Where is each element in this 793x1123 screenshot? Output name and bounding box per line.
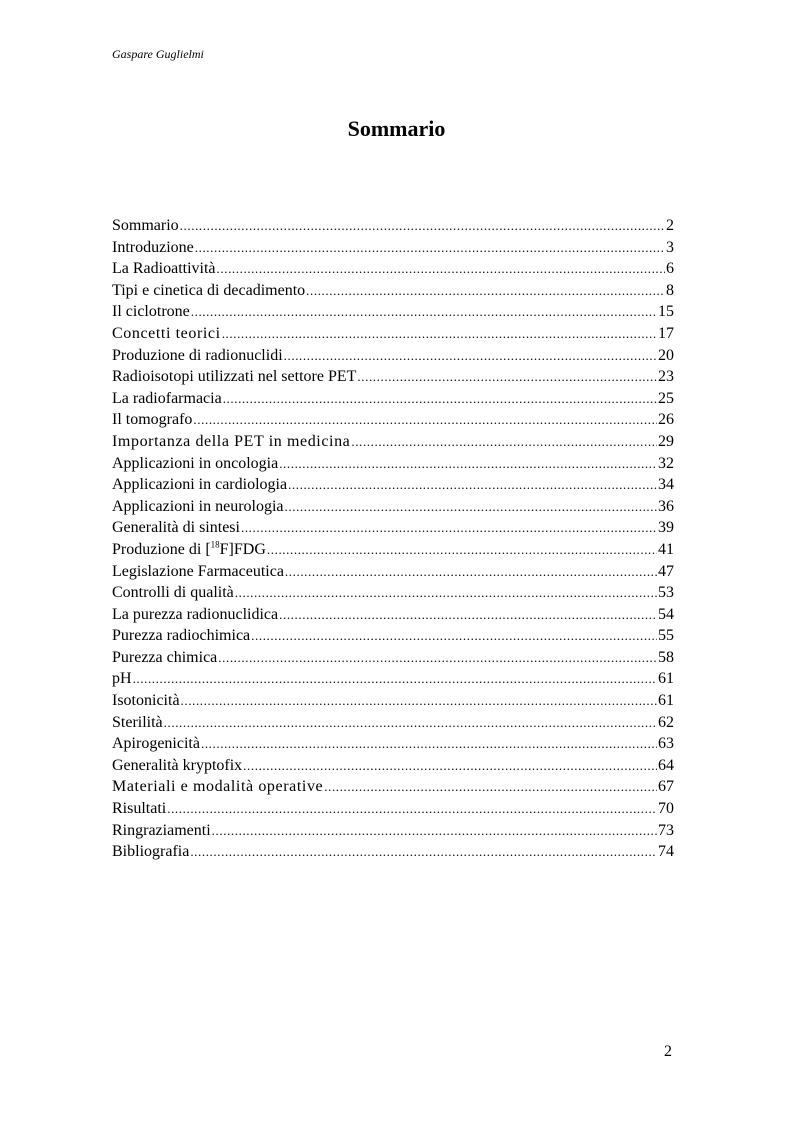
toc-entry-label: Generalità kryptofix [112,756,243,774]
toc-entry-label: Tipi e cinetica di decadimento [112,281,306,299]
toc-entry-label: Isotonicità [112,692,180,710]
toc-leader-dots [324,776,657,798]
toc-entry-purezza-radiochimica[interactable] [112,625,674,647]
toc-entry-oncologia[interactable] [112,453,674,475]
toc-entry-page: 20 [658,346,674,364]
toc-entry-concetti-teorici[interactable] [112,323,674,345]
toc-leader-dots [285,561,657,583]
toc-entry-materiali[interactable] [112,776,674,798]
toc-leader-dots [235,582,657,604]
toc-leader-dots [222,323,657,345]
toc-leader-dots [167,798,657,820]
toc-entry-page: 17 [658,324,674,342]
toc-entry-sommario[interactable] [112,215,674,237]
toc-leader-dots [243,755,657,777]
toc-leader-dots [218,647,657,669]
toc-entry-label: Sommario [112,217,179,234]
toc-leader-dots [279,604,657,626]
toc-entry-kryptofix[interactable] [112,755,674,777]
toc-entry-label: Applicazioni in cardiologia [112,476,288,494]
toc-entry-radiofarmacia[interactable] [112,388,674,410]
toc-entry-introduzione[interactable] [112,237,674,259]
toc-entry-label: Radioisotopi utilizzati nel settore PET [112,368,357,386]
toc-entry-page: 54 [658,605,674,623]
toc-entry-decadimento[interactable] [112,280,674,302]
toc-leader-dots [284,345,657,367]
toc-entry-controlli-qualita[interactable] [112,582,674,604]
toc-entry-purezza-radionuclidica[interactable] [112,604,674,626]
toc-entry-page: 3 [666,238,674,256]
toc-leader-dots [288,474,657,496]
toc-leader-dots [223,388,657,410]
table-of-contents [112,215,674,863]
toc-leader-dots [164,712,657,734]
toc-entry-bibliografia[interactable] [112,841,674,863]
toc-leader-dots [267,539,657,561]
toc-entry-label: Generalità di sintesi [112,519,240,537]
toc-entry-purezza-chimica[interactable] [112,647,674,669]
toc-entry-neurologia[interactable] [112,496,674,518]
toc-entry-page: 64 [658,756,674,774]
toc-entry-importanza-pet[interactable] [112,431,674,453]
toc-entry-ringraziamenti[interactable] [112,820,674,842]
toc-entry-isotonicita[interactable] [112,690,674,712]
toc-entry-label: Risultati [112,800,167,818]
toc-leader-dots [201,733,657,755]
toc-entry-label: Ringraziamenti [112,821,211,839]
toc-entry-produzione-fdg[interactable] [112,539,674,561]
toc-entry-radioisotopi-pet[interactable] [112,366,674,388]
toc-leader-dots [195,237,665,259]
toc-entry-page: 15 [658,303,674,321]
toc-entry-page: 36 [658,497,674,515]
toc-leader-dots [285,496,657,518]
toc-entry-risultati[interactable] [112,798,674,820]
toc-leader-dots [212,820,657,842]
toc-entry-label: Introduzione [112,238,194,256]
toc-leader-dots [193,409,657,431]
toc-entry-label: Materiali e modalità operative [112,778,324,796]
toc-leader-dots [217,258,665,280]
toc-entry-page: 6 [666,260,674,278]
toc-entry-page: 26 [658,411,674,429]
toc-leader-dots [279,453,657,475]
toc-entry-page: 73 [658,821,674,839]
toc-entry-label: Bibliografia [112,843,190,861]
toc-leader-dots [306,280,665,302]
toc-leader-dots [357,366,657,388]
toc-entry-page: 32 [658,454,674,472]
toc-entry-label: Produzione di radionuclidi [112,346,283,364]
toc-entry-label: Purezza radiochimica [112,627,251,645]
isotope-mass-number: 18 [210,539,220,550]
toc-entry-cardiologia[interactable] [112,474,674,496]
toc-entry-label: Purezza chimica [112,648,218,666]
toc-leader-dots [181,690,657,712]
toc-leader-dots [133,668,657,690]
toc-entry-label: Applicazioni in oncologia [112,454,279,472]
toc-entry-page: 39 [658,519,674,537]
toc-leader-dots [180,215,665,237]
toc-entry-label: La purezza radionuclidica [112,605,279,623]
toc-entry-label [112,539,266,561]
toc-entry-label: La Radioattività [112,260,216,278]
toc-entry-radioattivita[interactable] [112,258,674,280]
toc-entry-page: 2 [666,217,674,234]
toc-entry-ciclotrone[interactable] [112,301,674,323]
toc-entry-produzione-radionuclidi[interactable] [112,345,674,367]
toc-entry-page: 58 [658,648,674,666]
toc-entry-page: 74 [658,843,674,861]
toc-entry-label: Il ciclotrone [112,303,190,321]
toc-leader-dots [351,431,657,453]
toc-entry-label: Legislazione Farmaceutica [112,562,284,580]
toc-entry-page: 55 [658,627,674,645]
toc-entry-label: Applicazioni in neurologia [112,497,284,515]
toc-entry-label-suffix: F]FDG [219,540,266,558]
page-title: Sommario [347,116,446,141]
toc-entry-label: Sterilità [112,713,163,731]
toc-entry-page: 61 [658,670,674,688]
toc-entry-page: 8 [666,281,674,299]
toc-entry-apirogenicita[interactable] [112,733,674,755]
toc-entry-label: La radiofarmacia [112,389,222,407]
toc-entry-page: 67 [658,778,674,796]
toc-entry-page: 47 [658,562,674,580]
toc-leader-dots [241,517,657,539]
toc-entry-page: 62 [658,713,674,731]
toc-entry-page: 34 [658,476,674,494]
toc-entry-legislazione[interactable] [112,561,674,583]
toc-entry-label: pH [112,670,132,688]
toc-entry-page: 23 [658,368,674,386]
toc-entry-page: 70 [658,800,674,818]
toc-entry-label: Importanza della PET in medicina [112,432,351,450]
toc-leader-dots [191,301,657,323]
toc-entry-generalita-sintesi[interactable] [112,517,674,539]
toc-entry-tomografo[interactable] [112,409,674,431]
toc-entry-page: 41 [658,540,674,558]
toc-entry-page: 53 [658,584,674,602]
running-header-author: Gaspare Guglielmi [112,47,204,61]
toc-entry-page: 61 [658,692,674,710]
toc-entry-sterilita[interactable] [112,712,674,734]
toc-entry-page: 63 [658,735,674,753]
toc-entry-label: Il tomografo [112,411,193,429]
page-number: 2 [664,1043,672,1060]
toc-entry-label: Apirogenicità [112,735,200,753]
toc-entry-label: Controlli di qualità [112,584,234,602]
toc-leader-dots [251,625,657,647]
toc-entry-ph[interactable] [112,668,674,690]
toc-entry-page: 29 [658,432,674,450]
toc-entry-label: Concetti teorici [112,324,221,342]
toc-leader-dots [190,841,657,863]
toc-entry-page: 25 [658,389,674,407]
toc-entry-label-prefix: Produzione di [ [112,540,211,558]
